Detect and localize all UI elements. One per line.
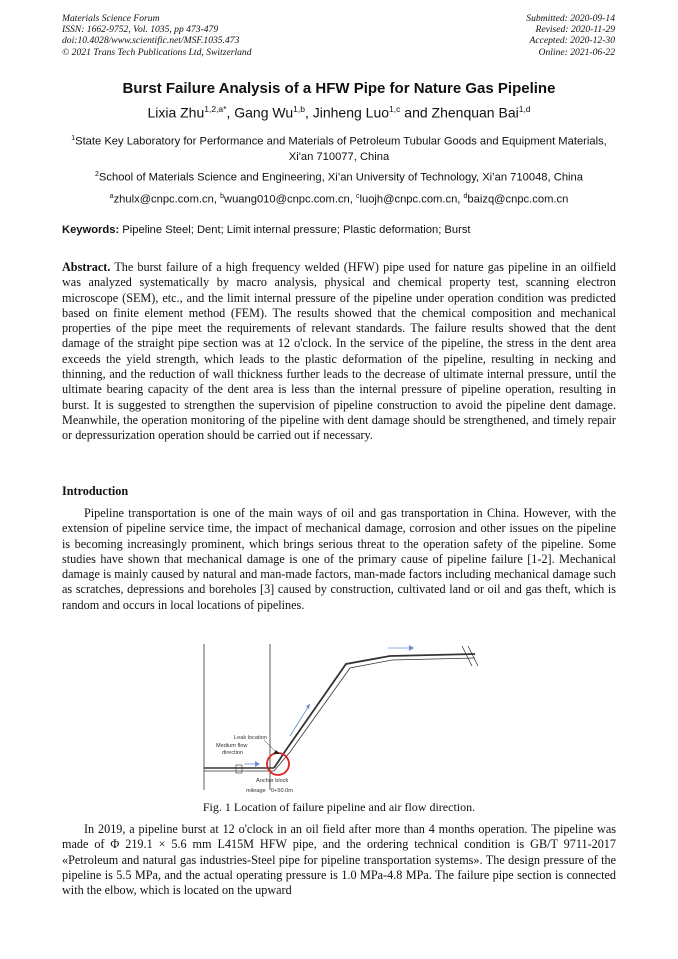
doi-line: doi:10.4028/www.scientific.net/MSF.1035.473 <box>62 35 240 47</box>
revised-date: Revised: 2020-11-29 <box>535 24 615 36</box>
paper-title: Burst Failure Analysis of a HFW Pipe for Nature Gas Pipeline <box>122 80 556 97</box>
email-address: wuang010@cnpc.com.cn, <box>223 193 356 206</box>
keywords <box>62 224 616 236</box>
author-name: Gang Wu <box>234 104 294 121</box>
email-address: luojh@cnpc.com.cn, <box>359 193 464 206</box>
affiliation-city: Xi'an 710077, China <box>288 150 390 163</box>
email-address: baizq@cnpc.com.cn <box>467 193 569 206</box>
flow-arrow-low-icon <box>255 761 260 767</box>
flow-arrow-top-icon <box>409 645 414 651</box>
email-address: zhulx@cnpc.com.cn, <box>113 193 221 206</box>
author-list <box>0 104 678 121</box>
mileage-value: 0+50.0m <box>271 788 293 794</box>
submitted-date: Submitted: 2020-09-14 <box>526 13 615 24</box>
anchor-block-icon <box>236 765 242 773</box>
affiliation-text: State Key Laboratory for Performance and Materials of Petroleum Tubular Goods and Equipment Materials, <box>75 135 607 148</box>
online-date: Online: 2021-06-22 <box>538 46 615 58</box>
pipe-main-run-edge <box>274 658 475 771</box>
affiliation-text: School of Materials Science and Engineering, Xi’an University of Technology, Xi’an 710048, China <box>98 171 583 184</box>
author-name: Lixia Zhu <box>147 104 205 121</box>
abstract <box>62 260 616 444</box>
accepted-date: Accepted: 2020-12-30 <box>529 35 615 47</box>
abstract-label: Abstract. <box>62 260 111 274</box>
medium-flow-label: direction <box>222 750 244 756</box>
email-sup: d <box>463 193 468 200</box>
author-sep: and <box>400 104 432 121</box>
email-sup: a <box>109 193 114 200</box>
email-sup: b <box>220 193 224 200</box>
leak-location-label: Leak location <box>234 735 267 741</box>
email-sup: c <box>356 193 360 200</box>
keywords-text: Pipeline Steel; Dent; Limit internal pressure; Plastic deformation; Burst <box>119 224 471 236</box>
abstract-text: The burst failure of a high frequency welded (HFW) pipe used for nature gas pipeline in an oilfield was analyzed systematically by macro analysis, physical and chemical property test, scanning electron microscope (SEM), etc., and the limit internal pressure of the pipeline under operation condition was predicted based on finite element method (FEM). The results showed that the chemical composition and mechanical properties of the pipe meet the requirements of relevant standards. The failure results showed that the dent damage of the straight pipe section was at 12 o'clock. In the service of the pipeline, the stress in the dent area exceeds the yield strength, which leads to the plastic deformation of the pipeline, resulting in necking and thinning, and the reduction of wall thickness further leads to the decrease of ultimate internal pressure, until the ultimate bearing capacity of the dent area is less than the internal pressure of pipeline operation, resulting in burst. It is suggested to strengthen the supervision of pipeline construction to avoid the pipeline dent damage. Meanwhile, the operation monitoring of the pipeline with dent damage should be strengthened, and timely repair or depressurization operation should be carried out if necessary. <box>62 260 616 443</box>
flow-arrow-icon <box>306 704 310 709</box>
header-left <box>62 13 252 58</box>
affiliation-2 <box>62 167 616 186</box>
pipe-main-run <box>274 654 475 768</box>
affiliation-sup: 1 <box>71 135 76 142</box>
introduction-heading: Introduction <box>62 484 129 498</box>
figure-1-caption: Fig. 1 Location of failure pipeline and air flow direction. <box>202 800 476 814</box>
keywords-label: Keywords: <box>62 224 120 236</box>
author-sep: , <box>304 104 313 121</box>
author-sup: 1,2,a* <box>204 104 227 114</box>
mileage-label: mileage <box>246 788 266 794</box>
introduction-paragraph-2: In 2019, a pipeline burst at 12 o'clock in an oil field after more than 4 months operation. The pipeline was made of Φ 219.1 × 5.6 mm L415M HFW pipe, and the ordering technical condition is GB/T 9711-2017 «Petroleum and natural gas industries-Steel pipe for pipeline transportation systems». The design pressure of the pipeline is 5.5 MPa, and the actual operating pressure is 1.0 MPa-4.8 MPa. The failure pipe section is connected with the elbow, which is located on the upward <box>62 822 616 898</box>
anchor-block-label: Anchor block <box>256 778 289 784</box>
author-sup: 1,d <box>518 104 531 114</box>
pipeline-diagram <box>200 640 480 800</box>
leak-marker-icon <box>273 750 280 754</box>
header-right <box>526 13 615 58</box>
author-sup: 1,b <box>293 104 305 114</box>
figure-1 <box>200 640 480 800</box>
journal-name: Materials Science Forum <box>62 13 160 24</box>
introduction-paragraph-1: Pipeline transportation is one of the main ways of oil and gas transportation in China. However, with the extension of pipeline service time, the impact of mechanical damage, corrosion and other issues on the pipeline is becoming increasingly prominent, which brings serious threat to the operation safety of the pipeline. Some studies have shown that mechanical damage is one of the primary cause of pipeline failure [1-2]. Mechanical damage is mainly caused by natural and man-made factors, man-made factors including mechanical damage such as scratches, depressions and boreholes [3] caused by construction, cultivated land or oil and gas theft, which is random and occurs in local locations of pipelines. <box>62 506 616 612</box>
issn-line: ISSN: 1662-9752, Vol. 1035, pp 473-479 <box>62 24 219 36</box>
medium-flow-label: Medium flow <box>216 743 248 749</box>
author-name: Zhenquan Bai <box>431 104 519 121</box>
pipe-break-mark <box>468 646 478 666</box>
pipe-break-mark <box>462 646 472 666</box>
email-line <box>62 189 616 208</box>
author-name: Jinheng Luo <box>312 104 390 121</box>
author-sup: 1,c <box>389 104 401 114</box>
affiliation-sup: 2 <box>95 171 99 178</box>
author-sep: , <box>226 104 235 121</box>
affiliation-1 <box>62 131 616 165</box>
copyright-line: © 2021 Trans Tech Publications Ltd, Switzerland <box>62 46 252 58</box>
